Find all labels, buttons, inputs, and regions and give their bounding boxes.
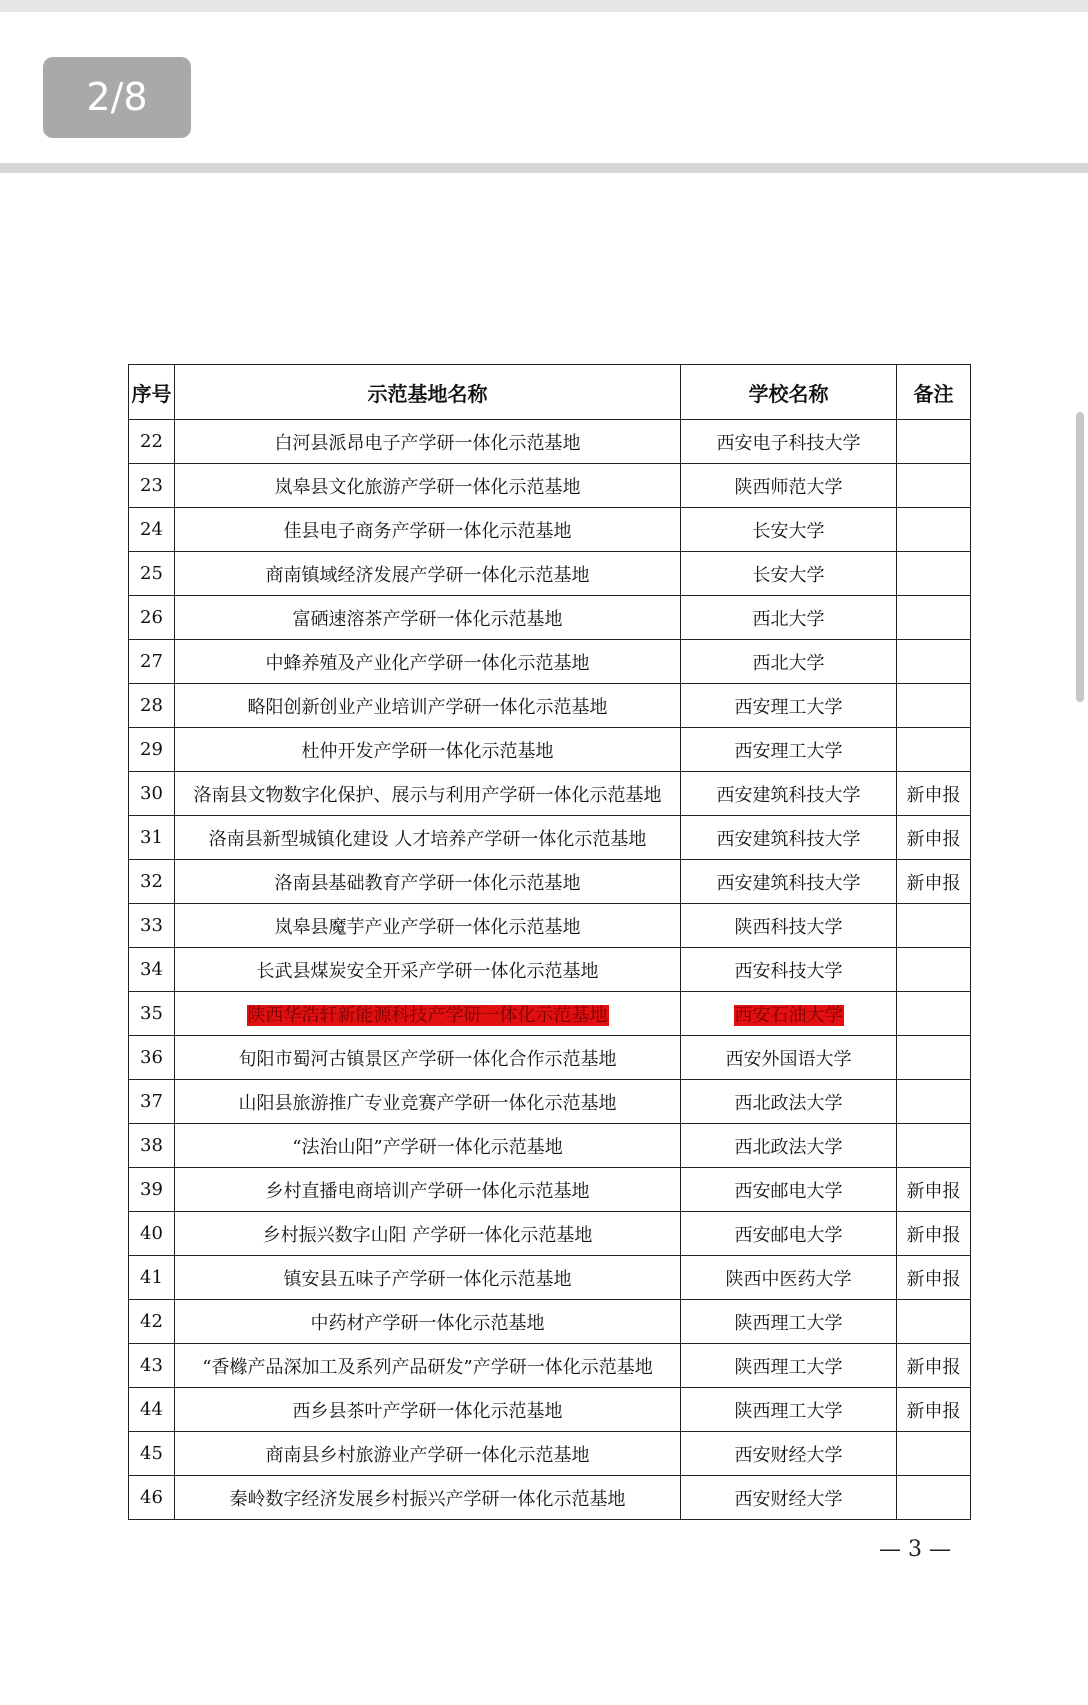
table-row [129, 1344, 971, 1388]
cell-index: 32 [129, 860, 175, 904]
cell-index: 24 [129, 508, 175, 552]
cell-index: 23 [129, 464, 175, 508]
cell-remark: 新申报 [897, 1256, 971, 1300]
top-bar [0, 0, 1088, 12]
cell-base-name: 商南县乡村旅游业产学研一体化示范基地 [175, 1432, 681, 1476]
cell-school: 陕西中医药大学 [681, 1256, 897, 1300]
cell-school: 西安科技大学 [681, 948, 897, 992]
table-row [129, 948, 971, 992]
cell-index: 28 [129, 684, 175, 728]
cell-base-name-highlighted-text: 陕西华浩轩新能源科技产学研一体化示范基地 [247, 1004, 608, 1026]
table-row [129, 992, 971, 1036]
cell-base-name: “法治山阳”产学研一体化示范基地 [175, 1124, 681, 1168]
cell-index: 34 [129, 948, 175, 992]
cell-index: 43 [129, 1344, 175, 1388]
cell-base-name: 杜仲开发产学研一体化示范基地 [175, 728, 681, 772]
table-header-row [129, 365, 971, 420]
cell-remark [897, 552, 971, 596]
cell-remark: 新申报 [897, 1388, 971, 1432]
table-row [129, 1476, 971, 1520]
cell-remark [897, 1036, 971, 1080]
cell-base-name: 白河县派昂电子产学研一体化示范基地 [175, 420, 681, 464]
cell-remark [897, 992, 971, 1036]
cell-base-name: 洛南县新型城镇化建设 人才培养产学研一体化示范基地 [175, 816, 681, 860]
cell-school: 西安理工大学 [681, 684, 897, 728]
table-row [129, 1168, 971, 1212]
cell-base-name: 乡村振兴数字山阳 产学研一体化示范基地 [175, 1212, 681, 1256]
cell-base-name: 岚皋县文化旅游产学研一体化示范基地 [175, 464, 681, 508]
cell-remark: 新申报 [897, 1168, 971, 1212]
cell-school: 西北政法大学 [681, 1124, 897, 1168]
cell-school: 西安建筑科技大学 [681, 816, 897, 860]
cell-index: 40 [129, 1212, 175, 1256]
cell-remark [897, 420, 971, 464]
table-row [129, 464, 971, 508]
page-indicator: 2/8 [43, 57, 191, 138]
cell-school [681, 992, 897, 1036]
scrollbar-thumb[interactable] [1076, 412, 1084, 702]
cell-index: 44 [129, 1388, 175, 1432]
cell-base-name: 乡村直播电商培训产学研一体化示范基地 [175, 1168, 681, 1212]
cell-school: 西安邮电大学 [681, 1168, 897, 1212]
cell-school: 长安大学 [681, 552, 897, 596]
table-row [129, 596, 971, 640]
table-row [129, 728, 971, 772]
cell-base-name: 长武县煤炭安全开采产学研一体化示范基地 [175, 948, 681, 992]
cell-base-name: 旬阳市蜀河古镇景区产学研一体化合作示范基地 [175, 1036, 681, 1080]
table-row [129, 1124, 971, 1168]
cell-index: 22 [129, 420, 175, 464]
cell-remark [897, 728, 971, 772]
cell-remark [897, 640, 971, 684]
header-remark: 备注 [897, 365, 971, 420]
cell-school: 西安财经大学 [681, 1432, 897, 1476]
cell-base-name: 中药材产学研一体化示范基地 [175, 1300, 681, 1344]
cell-index: 25 [129, 552, 175, 596]
cell-remark [897, 1432, 971, 1476]
cell-remark: 新申报 [897, 816, 971, 860]
cell-remark: 新申报 [897, 1344, 971, 1388]
table-row [129, 904, 971, 948]
cell-index: 35 [129, 992, 175, 1036]
cell-remark [897, 1476, 971, 1520]
cell-base-name: 富硒速溶茶产学研一体化示范基地 [175, 596, 681, 640]
table-row [129, 1036, 971, 1080]
cell-base-name: 商南镇域经济发展产学研一体化示范基地 [175, 552, 681, 596]
cell-school: 西北大学 [681, 640, 897, 684]
table-row [129, 640, 971, 684]
cell-index: 41 [129, 1256, 175, 1300]
cell-index: 37 [129, 1080, 175, 1124]
cell-school: 西安邮电大学 [681, 1212, 897, 1256]
cell-school: 陕西理工大学 [681, 1344, 897, 1388]
header-school: 学校名称 [681, 365, 897, 420]
cell-base-name: 山阳县旅游推广专业竞赛产学研一体化示范基地 [175, 1080, 681, 1124]
cell-school-highlighted-text: 西安石油大学 [734, 1004, 843, 1026]
cell-index: 39 [129, 1168, 175, 1212]
cell-index: 36 [129, 1036, 175, 1080]
cell-school: 陕西师范大学 [681, 464, 897, 508]
cell-base-name: “香橼产品深加工及系列产品研发”产学研一体化示范基地 [175, 1344, 681, 1388]
cell-base-name [175, 992, 681, 1036]
cell-school: 陕西科技大学 [681, 904, 897, 948]
header-index: 序号 [129, 365, 175, 420]
header-base-name: 示范基地名称 [175, 365, 681, 420]
cell-school: 西安建筑科技大学 [681, 860, 897, 904]
cell-index: 27 [129, 640, 175, 684]
table-row [129, 1300, 971, 1344]
cell-index: 42 [129, 1300, 175, 1344]
cell-remark: 新申报 [897, 860, 971, 904]
cell-base-name: 佳县电子商务产学研一体化示范基地 [175, 508, 681, 552]
cell-school: 西安理工大学 [681, 728, 897, 772]
cell-remark [897, 948, 971, 992]
cell-remark [897, 684, 971, 728]
table-row [129, 1212, 971, 1256]
cell-base-name: 秦岭数字经济发展乡村振兴产学研一体化示范基地 [175, 1476, 681, 1520]
cell-base-name: 洛南县文物数字化保护、展示与利用产学研一体化示范基地 [175, 772, 681, 816]
cell-remark: 新申报 [897, 772, 971, 816]
cell-school: 西北政法大学 [681, 1080, 897, 1124]
cell-school: 长安大学 [681, 508, 897, 552]
table-row [129, 1256, 971, 1300]
cell-remark [897, 596, 971, 640]
cell-base-name: 略阳创新创业产业培训产学研一体化示范基地 [175, 684, 681, 728]
cell-remark [897, 1300, 971, 1344]
cell-index: 31 [129, 816, 175, 860]
cell-index: 33 [129, 904, 175, 948]
cell-school: 陕西理工大学 [681, 1300, 897, 1344]
table-row [129, 1388, 971, 1432]
cell-index: 45 [129, 1432, 175, 1476]
table-row [129, 1432, 971, 1476]
cell-index: 29 [129, 728, 175, 772]
cell-base-name: 镇安县五味子产学研一体化示范基地 [175, 1256, 681, 1300]
cell-school: 西安建筑科技大学 [681, 772, 897, 816]
table-row [129, 860, 971, 904]
table-body [129, 420, 971, 1520]
cell-remark [897, 1080, 971, 1124]
table-row [129, 816, 971, 860]
cell-index: 38 [129, 1124, 175, 1168]
cell-base-name: 洛南县基础教育产学研一体化示范基地 [175, 860, 681, 904]
table-row [129, 552, 971, 596]
cell-base-name: 中蜂养殖及产业化产学研一体化示范基地 [175, 640, 681, 684]
cell-remark [897, 1124, 971, 1168]
cell-index: 46 [129, 1476, 175, 1520]
cell-base-name: 西乡县茶叶产学研一体化示范基地 [175, 1388, 681, 1432]
cell-base-name: 岚皋县魔芋产业产学研一体化示范基地 [175, 904, 681, 948]
cell-school: 西安外国语大学 [681, 1036, 897, 1080]
cell-index: 30 [129, 772, 175, 816]
cell-school: 西安财经大学 [681, 1476, 897, 1520]
table-row [129, 420, 971, 464]
cell-school: 西安电子科技大学 [681, 420, 897, 464]
cell-remark: 新申报 [897, 1212, 971, 1256]
table-row [129, 772, 971, 816]
scrollbar[interactable] [1072, 400, 1088, 730]
cell-remark [897, 464, 971, 508]
cell-index: 26 [129, 596, 175, 640]
table-row [129, 508, 971, 552]
table-row [129, 684, 971, 728]
page-number: — 3 — [879, 1537, 951, 1562]
table-row [129, 1080, 971, 1124]
viewer-divider [0, 163, 1088, 173]
cell-school: 陕西理工大学 [681, 1388, 897, 1432]
demo-base-table [128, 364, 971, 1520]
cell-remark [897, 508, 971, 552]
cell-school: 西北大学 [681, 596, 897, 640]
cell-remark [897, 904, 971, 948]
